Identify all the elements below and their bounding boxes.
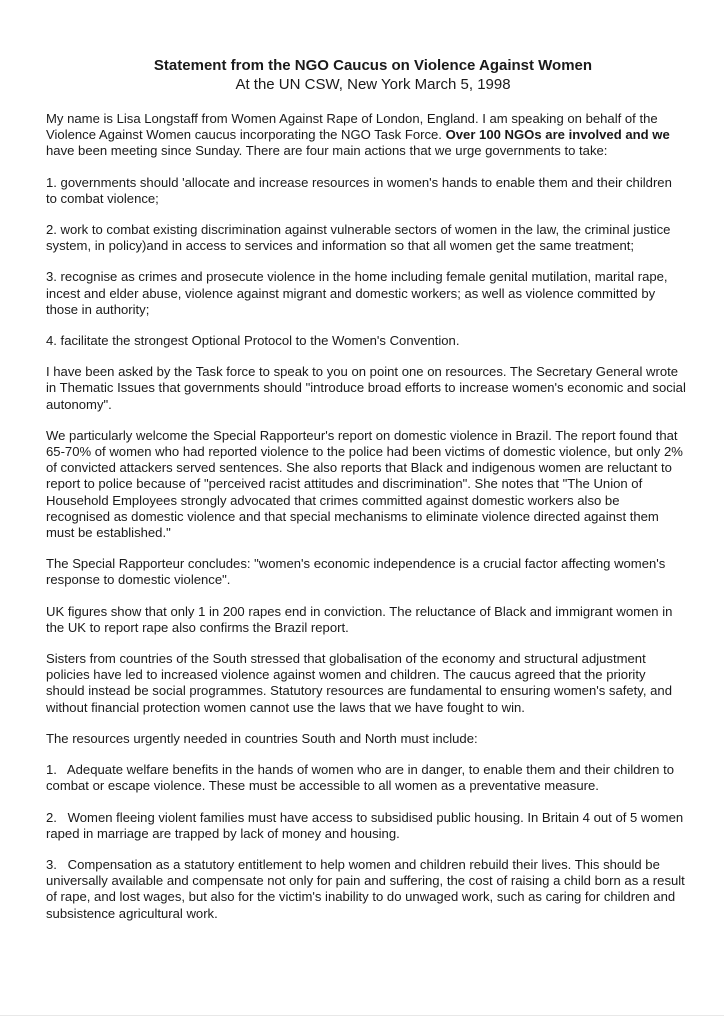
paragraph-rapporteur-conclusion: The Special Rapporteur concludes: "women's economic independence is a crucial factor affecting women's response to domestic violence".	[46, 556, 666, 588]
document-subtitle: At the UN CSW, New York March 5, 1998	[235, 76, 511, 93]
document-page	[46, 56, 686, 937]
resource-number: 1.	[46, 762, 57, 778]
resource-text: Compensation as a statutory entitlement to help women and children rebuild their lives. This should be universally available and compensate not only for pain and suffering, the cost of raising a child born as a result of rape, and lost wages, but also for the victim's inability to do unwaged work, such as caring for children and subsistence agricultural work.	[46, 856, 685, 921]
document-title: Statement from the NGO Caucus on Violence Against Women	[153, 57, 593, 74]
resource-text: Women fleeing violent families must have access to subsidised public housing. In Britain 4 out of 5 women raped in marriage are trapped by lack of money and housing.	[46, 809, 684, 841]
resource-item-2	[46, 810, 686, 842]
resource-item-1	[46, 762, 686, 794]
intro-text-part1: My name is Lisa Longstaff from Women Against Rape of London, England. I am speaking on behalf of the Violence Against Women caucus incorporating the NGO Task Force.	[46, 111, 658, 143]
action-item-1: 1. governments should 'allocate and increase resources in women's hands to enable them and their children to combat violence;	[46, 174, 672, 206]
resource-text: Adequate welfare benefits in the hands of women who are in danger, to enable them and their children to combat or escape violence. These must be accessible to all women as a preventative measure.	[46, 762, 674, 794]
action-item-4: 4. facilitate the strongest Optional Protocol to the Women's Convention.	[46, 333, 460, 349]
intro-text-part2: have been meeting since Sunday. There are four main actions that we urge governments to take:	[46, 143, 608, 159]
action-item-2: 2. work to combat existing discrimination against vulnerable sectors of women in the law, the criminal justice system, in policy)and in access to services and information so that all women get the same treatment;	[46, 222, 671, 254]
resource-number: 2.	[46, 809, 57, 825]
paragraph-resources-intro: The resources urgently needed in countries South and North must include:	[46, 730, 478, 746]
intro-paragraph	[46, 111, 686, 160]
resource-number: 3.	[46, 856, 57, 872]
action-item-3: 3. recognise as crimes and prosecute violence in the home including female genital mutilation, marital rape, incest and elder abuse, violence against migrant and domestic workers; as well as violence committed by those in authority;	[46, 269, 668, 317]
page-bottom-edge	[0, 1015, 724, 1016]
intro-bold-text: Over 100 NGOs are involved and we	[445, 127, 670, 143]
paragraph-secretary-general: I have been asked by the Task force to speak to you on point one on resources. The Secretary General wrote in Thematic Issues that governments should "introduce broad efforts to increase women's economic and social autonomy".	[46, 364, 686, 412]
paragraph-brazil-report: We particularly welcome the Special Rapporteur's report on domestic violence in Brazil. The report found that 65-70% of women who had reported violence to the police had been victims of domestic violence, but only 2% of convicted attackers served sentences. She also reports that Black and indigenous women are reluctant to report to police because of "perceived racist attitudes and discrimination". She notes that "The Union of Household Employees strongly advocated that crimes committed against domestic workers also be recognised as domestic violence and that special mechanisms to eliminate violence directed against them must be established."	[46, 427, 683, 541]
resource-item-3	[46, 857, 686, 922]
paragraph-uk-figures: UK figures show that only 1 in 200 rapes end in conviction. The reluctance of Black and immigrant women in the UK to report rape also confirms the Brazil report.	[46, 603, 673, 635]
paragraph-south-sisters: Sisters from countries of the South stressed that globalisation of the economy and structural adjustment policies have led to increased violence against women and children. The caucus agreed that the priority should instead be social programmes. Statutory resources are fundamental to ensuring women's safety, and without financial protection women cannot use the laws that we have fought to win.	[46, 651, 672, 715]
